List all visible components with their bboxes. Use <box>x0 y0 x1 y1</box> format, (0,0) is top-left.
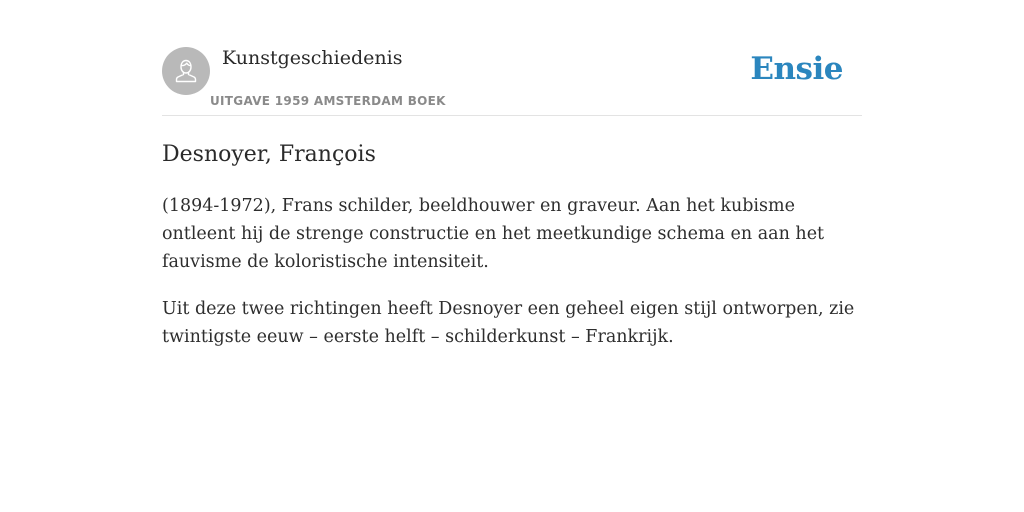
article-paragraph: (1894-1972), Frans schilder, beeldhouwer en graveur. Aan het kubisme ontleent hij de strenge constructie en het meetkundige schema en aan het fauvisme de koloristische intensiteit. <box>162 196 825 272</box>
avatar[interactable] <box>162 47 210 95</box>
category-link[interactable]: Kunstgeschiedenis <box>222 47 403 69</box>
source-label: UITGAVE 1959 AMSTERDAM BOEK <box>210 94 446 108</box>
article-paragraph: Uit deze twee richtingen heeft Desnoyer een geheel eigen stijl ontworpen, zie twintigste eeuw – eerste helft – schilderkunst – Frankrijk. <box>162 299 855 347</box>
user-icon <box>171 56 201 86</box>
article-body <box>162 192 862 370</box>
brand-logo[interactable]: Ensie <box>750 51 843 87</box>
article-title: Desnoyer, François <box>162 142 376 167</box>
article-header <box>162 0 862 116</box>
